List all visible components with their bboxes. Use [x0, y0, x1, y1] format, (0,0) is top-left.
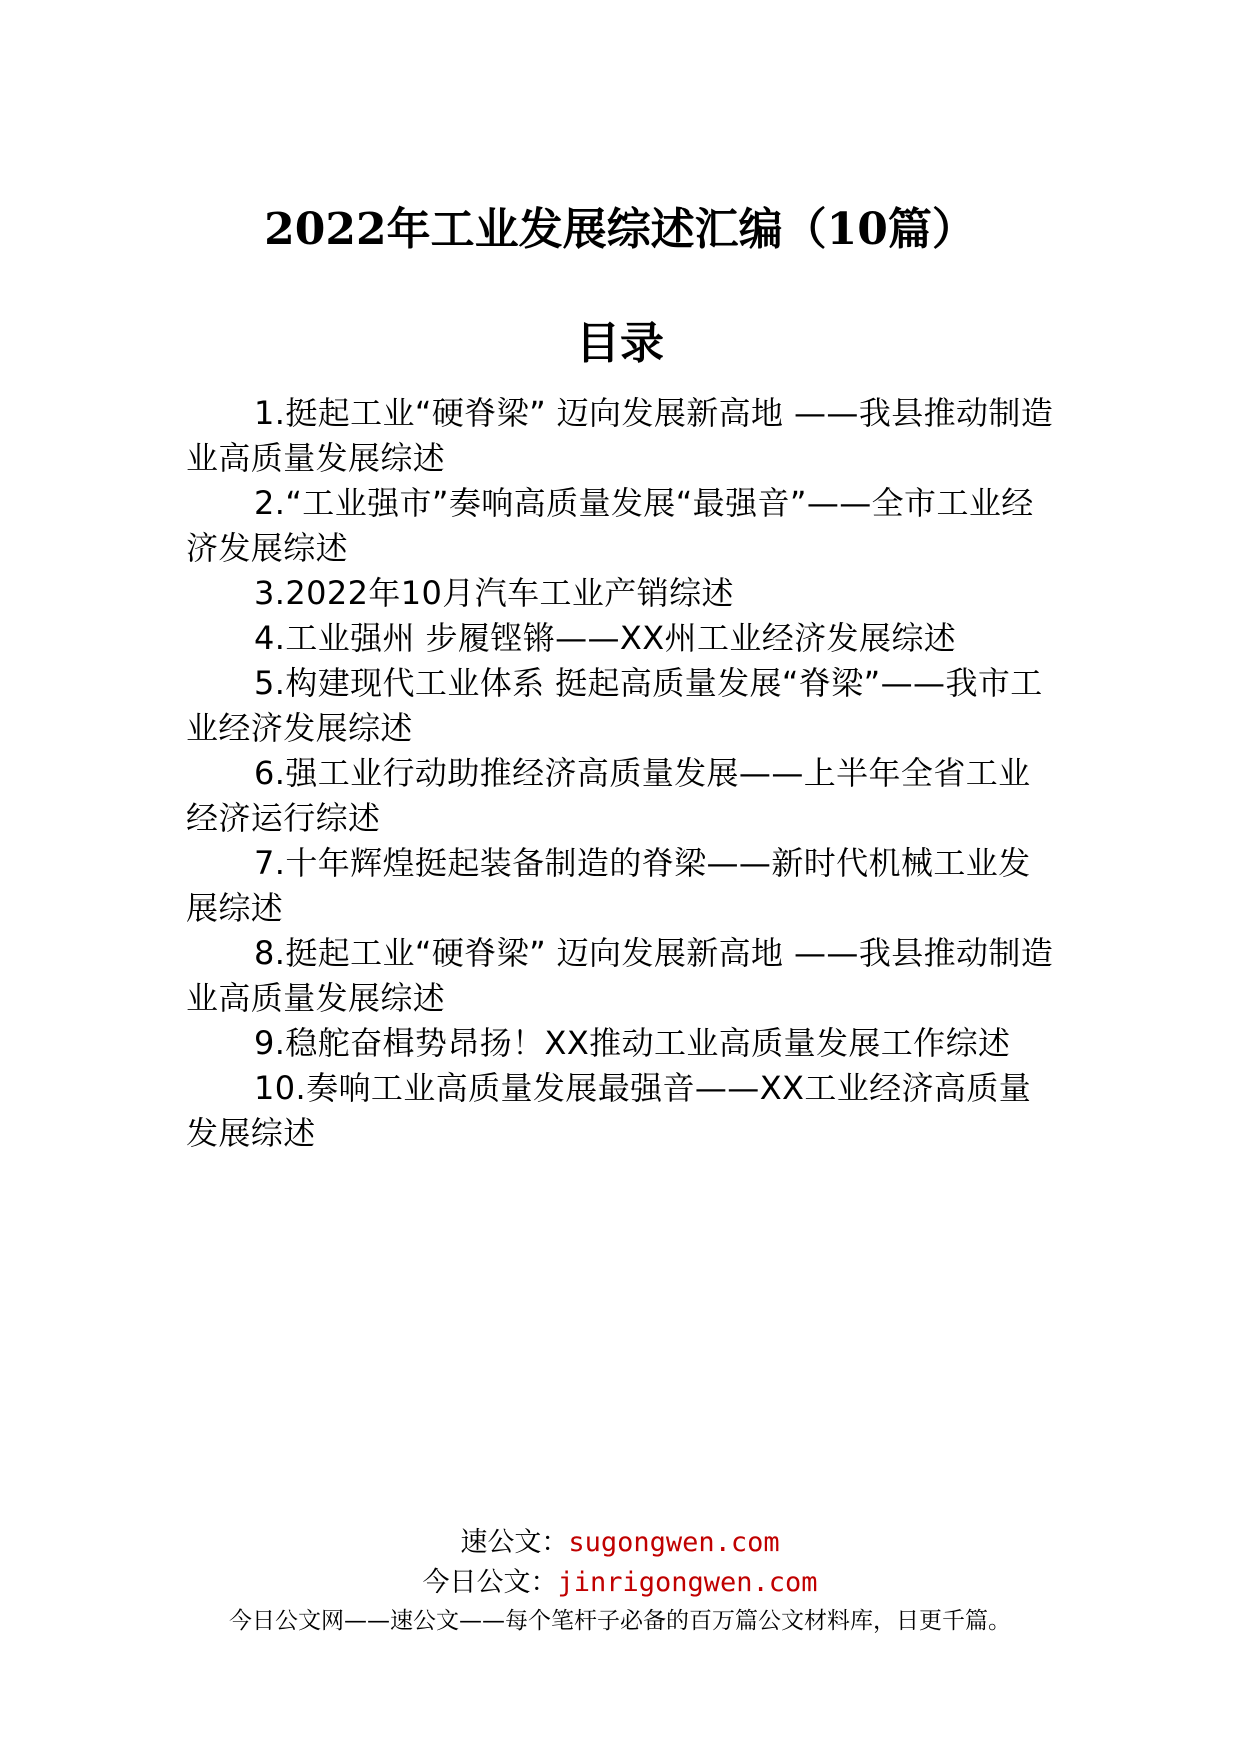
toc-item: 5.构建现代工业体系 挺起高质量发展“脊梁”——我市工业经济发展综述	[186, 664, 1043, 747]
toc-item: 4.工业强州 步履铿锵——XX州工业经济发展综述	[254, 619, 957, 657]
footer-label: 今日公文：	[422, 1567, 558, 1598]
footer-sugongwen	[0, 1525, 1240, 1561]
toc-item: 10.奏响工业高质量发展最强音——XX工业经济高质量发展综述	[186, 1069, 1032, 1152]
toc-heading: 目录	[576, 318, 664, 369]
toc-item: 8.挺起工业“硬脊梁” 迈向发展新高地 ——我县推动制造业高质量发展综述	[186, 934, 1054, 1017]
toc-item: 3.2022年10月汽车工业产销综述	[254, 574, 734, 612]
toc-item: 1.挺起工业“硬脊梁” 迈向发展新高地 ——我县推动制造业高质量发展综述	[186, 394, 1054, 477]
footer-jinrigongwen	[0, 1565, 1240, 1601]
toc-item: 7.十年辉煌挺起装备制造的脊梁——新时代机械工业发展综述	[186, 844, 1031, 927]
toc-item: 9.稳舵奋楫势昂扬！XX推动工业高质量发展工作综述	[254, 1024, 1011, 1062]
sugongwen-link[interactable]: sugongwen.com	[568, 1527, 780, 1558]
jinrigongwen-link[interactable]: jinrigongwen.com	[557, 1567, 818, 1598]
toc-item: 2.“工业强市”奏响高质量发展“最强音”——全市工业经济发展综述	[186, 484, 1034, 567]
table-of-contents	[186, 391, 1056, 1156]
footer-label: 速公文：	[460, 1527, 569, 1558]
toc-item: 6.强工业行动助推经济高质量发展——上半年全省工业经济运行综述	[186, 754, 1031, 837]
footer-tagline: 今日公文网——速公文——每个笔杆子必备的百万篇公文材料库，日更千篇。	[229, 1608, 1011, 1634]
document-title: 2022年工业发展综述汇编（10篇）	[264, 204, 976, 255]
